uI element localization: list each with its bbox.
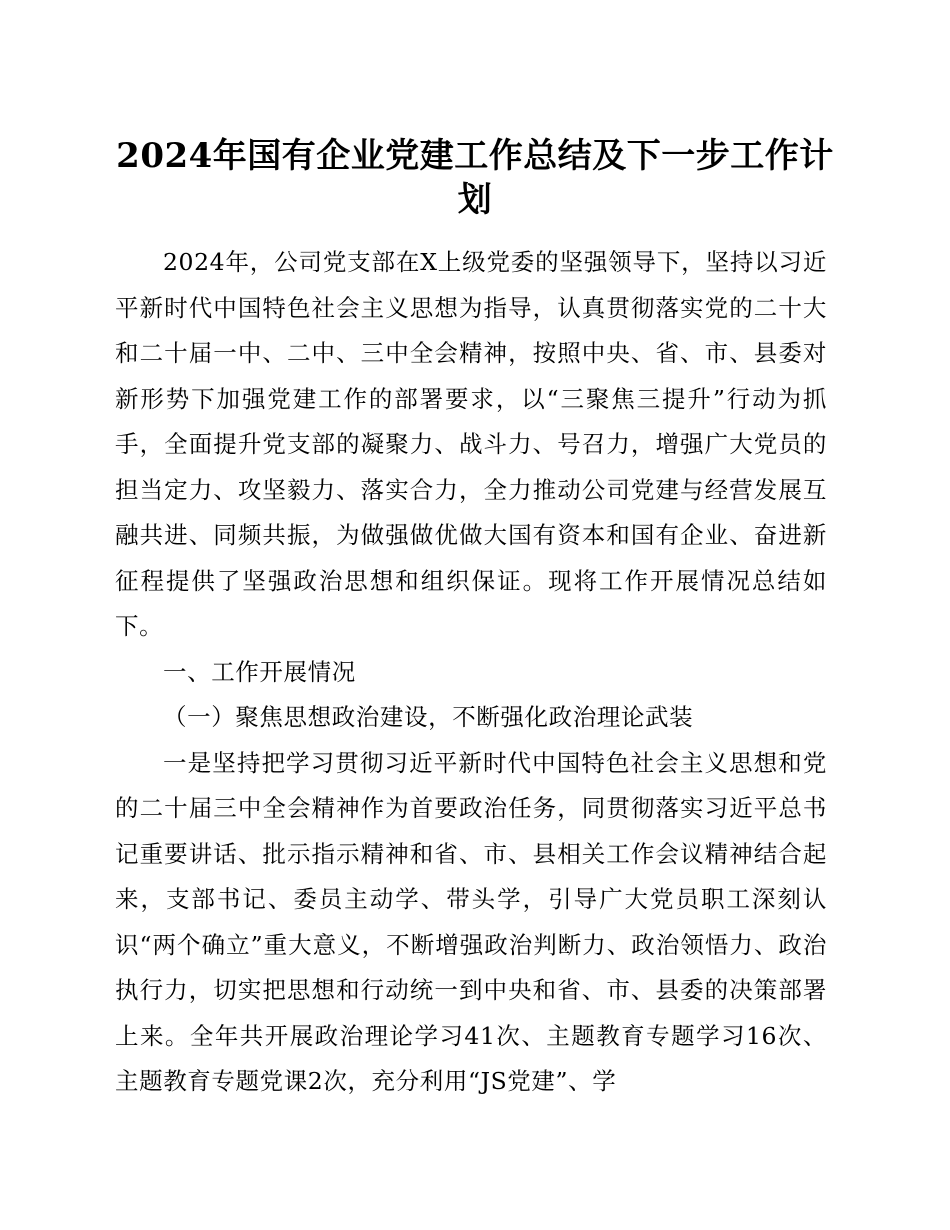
subsection-heading-1: （一）聚焦思想政治建设，不断强化政治理论武装: [163, 703, 694, 731]
document-title: 2024年国有企业党建工作总结及下一步工作计划: [116, 136, 834, 220]
body-paragraph-1: 一是坚持把学习贯彻习近平新时代中国特色社会主义思想和党的二十届三中全会精神作为首要政治任务，同贯彻落实习近平总书记重要讲话、批示指示精神和省、市、县相关工作会议精神结合起来，支部书记、委员主动学、带头学，引导广大党员职工深刻认识“两个确立”重大意义，不断增强政治判断力、政治领悟力、政治执行力，切实把思想和行动统一到中央和省、市、县委的决策部署上来。全年共开展政治理论学习41次、主题教育专题学习16次、主题教育专题党课2次，充分利用“JS党建”、学: [115, 748, 827, 1095]
intro-paragraph: 2024年，公司党支部在X上级党委的坚强领导下，坚持以习近平新时代中国特色社会主义思想为指导，认真贯彻落实党的二十大和二十届一中、二中、三中全会精神，按照中央、省、市、县委对新形势下加强党建工作的部署要求，以“三聚焦三提升”行动为抓手，全面提升党支部的凝聚力、战斗力、号召力，增强广大党员的担当定力、攻坚毅力、落实合力，全力推动公司党建与经营发展互融共进、同频共振，为做强做优做大国有资本和国有企业、奋进新征程提供了坚强政治思想和组织保证。现将工作开展情况总结如下。: [115, 248, 827, 640]
document-body: [115, 240, 827, 1105]
section-heading-1: 一、工作开展情况: [163, 657, 356, 686]
